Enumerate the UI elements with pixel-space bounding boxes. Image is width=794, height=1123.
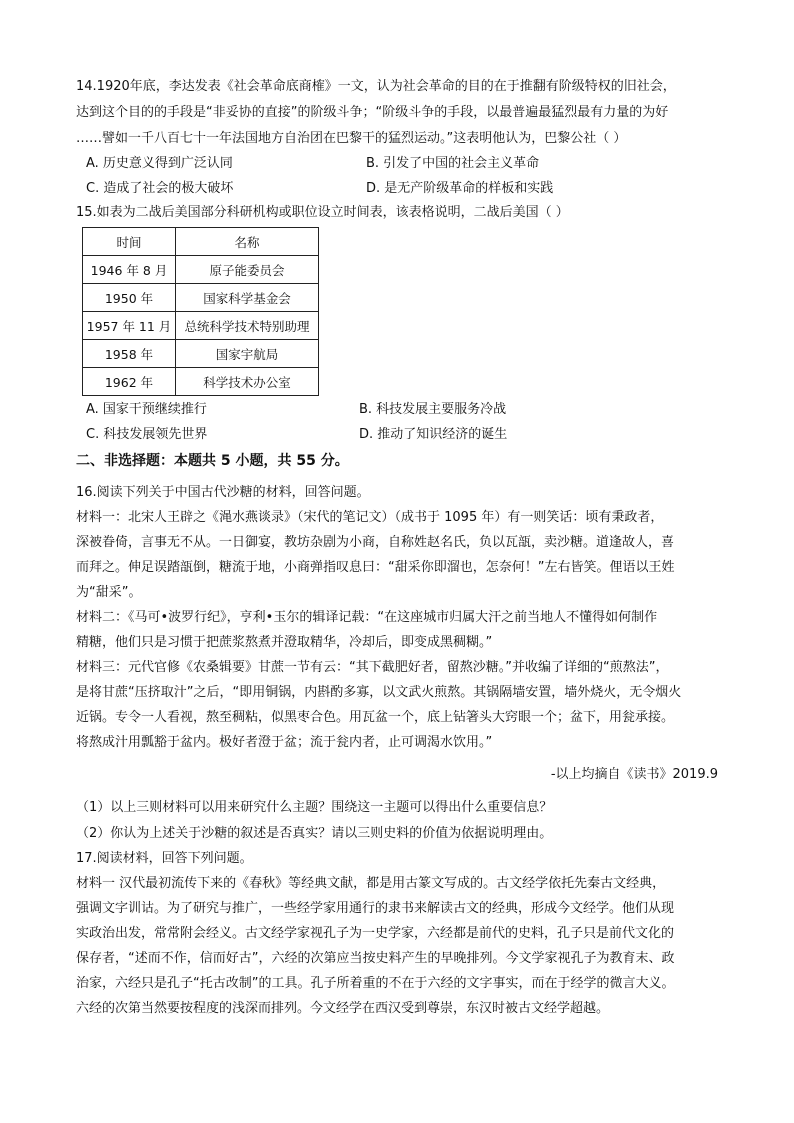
q16-sub-question-1: （1）以上三则材料可以用来研究什么主题？围绕这一主题可以得出什么重要信息？ <box>76 800 553 815</box>
q14-option-c: C. 造成了社会的极大破坏 <box>86 181 234 196</box>
table-cell-time: 1957 年 11 月 <box>83 312 176 340</box>
q15-option-a: A. 国家干预继续推行 <box>86 402 207 417</box>
table-cell-name: 国家科学基金会 <box>176 284 319 312</box>
q16-material3-line4: 将熬成汁用瓢豁于盆内。极好者澄于盆；流于瓮内者，止可调渴水饮用。” <box>76 735 493 750</box>
q16-material2-line2: 精糖，他们只是习惯于把蔗浆熬煮并澄取精华，冷却后，即变成黑稠糊。” <box>76 635 493 650</box>
table-cell-name: 总统科学技术特别助理 <box>176 312 319 340</box>
table-cell-time: 1962 年 <box>83 368 176 396</box>
table-row <box>83 368 319 396</box>
q15-option-b: B. 科技发展主要服务冷战 <box>359 402 507 417</box>
q16-material1-line2: 深被眷倚，言事无不从。一日御宴，教坊杂剧为小商，自称姓赵名氏，负以瓦瓿，卖沙糖。道逢故人，喜 <box>76 535 675 550</box>
q14-option-d: D. 是无产阶级革命的样板和实践 <box>366 181 554 196</box>
table-row <box>83 284 319 312</box>
q15-option-d: D. 推动了知识经济的诞生 <box>359 427 508 442</box>
q14-option-b: B. 引发了中国的社会主义革命 <box>366 156 540 171</box>
table-row <box>83 256 319 284</box>
table-header-name: 名称 <box>176 228 319 256</box>
q16-source: -以上均摘自《读书》2019.9 <box>550 767 718 782</box>
q16-material3-line1: 材料三：元代官修《农桑辑要》甘蔗一节有云：“其下截肥好者，留熬沙糖。”并收编了详细的“煎熬法”， <box>76 660 669 675</box>
q14-option-a: A. 历史意义得到广泛认同 <box>86 156 233 171</box>
table-cell-name: 原子能委员会 <box>176 256 319 284</box>
table-header-row <box>83 228 319 256</box>
q16-material1-line3: 而拜之。伸足误踏瓿倒，糖流于地，小商弹指叹息曰：“甜采你即溜也，怎奈何！”左右皆笑。俚语以王姓 <box>76 560 675 575</box>
q15-stem: 15.如表为二战后美国部分科研机构或职位设立时间表，该表格说明，二战后美国（ ） <box>76 205 569 220</box>
q17-material1-line4: 保存者，“述而不作，信而好古”，六经的次第应当按史料产生的早晚排列。今文学家视孔子为教育末、政 <box>76 951 675 966</box>
table-cell-name: 科学技术办公室 <box>176 368 319 396</box>
q16-material2-line1: 材料二：《马可•波罗行纪》，亨利•玉尔的辑译记载：“在这座城市归属大汗之前当地人不懂得如何制作 <box>76 610 658 625</box>
section-heading: 二、非选择题：本题共 5 小题，共 55 分。 <box>76 453 349 469</box>
table-cell-name: 国家宇航局 <box>176 340 319 368</box>
q17-material1-line1: 材料一 汉代最初流传下来的《春秋》等经典文献，都是用古篆文写成的。古文经学依托先秦古文经典， <box>76 876 666 891</box>
q15-table <box>82 227 319 396</box>
q17-material1-line6: 六经的次第当然要按程度的浅深而排列。今文经学在西汉受到尊崇，东汉时被古文经学超越。 <box>76 1001 610 1016</box>
q16-material1-line1: 材料一：北宋人王辟之《渑水燕谈录》（宋代的笔记文）（成书于 1095 年）有一则笑话：顷有秉政者， <box>76 510 664 525</box>
q17-material1-line3: 实政治出发，常常附会经义。古文经学家视孔子为一史学家，六经都是前代的史料，孔子只是前代文化的 <box>76 926 675 941</box>
q16-material3-line2: 是将甘蔗“压挤取汁”之后，“即用铜锅，内斟酌多寡，以文武火煎熬。其锅隔墙安置，墙外烧火，无令烟火 <box>76 685 682 700</box>
table-cell-time: 1946 年 8 月 <box>83 256 176 284</box>
table-row <box>83 312 319 340</box>
q14-stem-line1: 14.1920年底，李达发表《社会革命底商榷》一文，认为社会革命的目的在于推翻有阶级特权的旧社会， <box>76 79 676 94</box>
table-cell-time: 1950 年 <box>83 284 176 312</box>
table-cell-time: 1958 年 <box>83 340 176 368</box>
q16-stem: 16.阅读下列关于中国古代沙糖的材料，回答问题。 <box>76 485 370 500</box>
q14-stem-line2: 达到这个目的的手段是“非妥协的直接”的阶级斗争；“阶级斗争的手段，以最普遍最猛烈最有力量的为好 <box>76 105 669 120</box>
q16-sub-question-2: （2）你认为上述关于沙糖的叙述是否真实？请以三则史料的价值为依据说明理由。 <box>76 826 553 841</box>
q16-material3-line3: 近锅。专令一人看视，熬至稠粘，似黑枣合色。用瓦盆一个，底上钻箸头大窍眼一个；盆下，用瓮承接。 <box>76 710 675 725</box>
q15-option-c: C. 科技发展领先世界 <box>86 427 208 442</box>
q17-material1-line2: 强调文字训诂。为了研究与推广，一些经学家用通行的隶书来解读古文的经典，形成今文经学。他们从现 <box>76 901 675 916</box>
q16-material1-line4: 为“甜采”。 <box>76 585 142 600</box>
table-row <box>83 340 319 368</box>
table-header-time: 时间 <box>83 228 176 256</box>
q14-stem-line3: ……譬如一千八百七十一年法国地方自治团在巴黎干的猛烈运动。”这表明他认为，巴黎公社（ ） <box>76 131 627 146</box>
q17-stem: 17.阅读材料，回答下列问题。 <box>76 851 253 866</box>
q17-material1-line5: 治家，六经只是孔子“托古改制”的工具。孔子所着重的不在于六经的文字事实，而在于经学的微言大义。 <box>76 976 675 991</box>
